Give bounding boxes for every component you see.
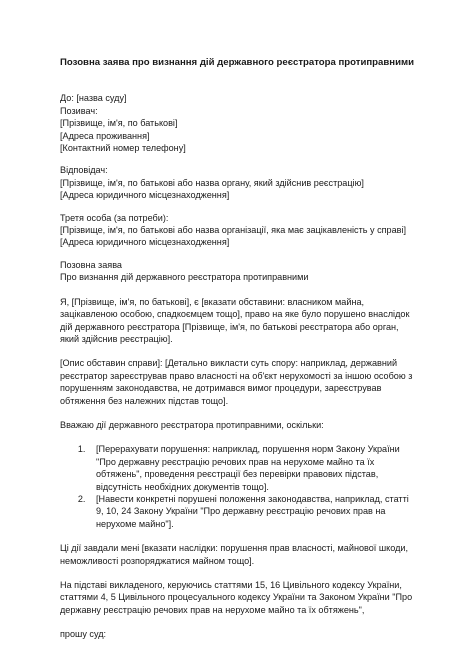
defendant-label: Відповідач: [60, 165, 108, 176]
damage-paragraph: Ці дії завдали мені [вказати наслідки: порушення прав власності, майнової шкоди, неможливості розпоряджатися майном тощо]. [60, 543, 409, 566]
third-party-block [60, 212, 414, 249]
defendant-name: [Прізвище, ім'я, по батькові або назва органу, який здійснив реєстрацію] [60, 177, 364, 188]
claim-subject: Про визнання дій державного реєстратора протиправними [60, 272, 309, 283]
defendant-address: [Адреса юридичного місцезнаходження] [60, 190, 230, 201]
court-line: До: [назва суду] [60, 93, 127, 104]
violations-intro: Вважаю дії державного реєстратора протиправними, оскільки: [60, 419, 324, 430]
violations-list [60, 443, 414, 530]
basis-paragraph: На підставі викладеного, керуючись статтями 15, 16 Цивільного кодексу України, статтями 4, 5 Цивільного процесуального кодексу України та Законом України "Про державну реєстрацію речових прав на нерухоме майно та їх обтяжень", [60, 580, 413, 615]
document-title: Позовна заява про визнання дій державного реєстратора протиправними [60, 57, 414, 68]
court-block [60, 92, 414, 104]
plaintiff-phone: [Контактний номер телефону] [60, 143, 186, 154]
list-item: 2. [Навести конкретні порушені положення законодавства, наприклад, статті 9, 10, 24 Закону України "Про державну реєстрацію речових прав на нерухоме майно"]. [88, 493, 414, 530]
defendant-block [60, 164, 414, 201]
list-item: 1. [Перерахувати порушення: наприклад, порушення норм Закону України "Про державну реєстрацію речових прав на нерухоме майно та їх обтяжень", проведення реєстрації без перевірки правових підстав, відсутність необхідних документів тощо]. [88, 443, 414, 493]
plaintiff-address: [Адреса проживання] [60, 130, 150, 141]
request-line: прошу суд: [60, 629, 107, 640]
plaintiff-name: [Прізвище, ім'я, по батькові] [60, 118, 178, 129]
plaintiff-label: Позивач: [60, 105, 98, 116]
claim-block [60, 259, 414, 284]
claim-heading: Позовна заява [60, 259, 122, 270]
intro-paragraph: Я, [Прізвище, ім'я, по батькові], є [вказати обставини: власником майна, зацікавленою особою, спадкоємцем тощо], право на яке було порушено внаслідок дій державного реєстратора [Прізвище, ім'я, по батькові реєстратора або орган, який здійснив реєстрацію]. [60, 296, 410, 344]
third-party-address: [Адреса юридичного місцезнаходження] [60, 237, 230, 248]
third-party-label: Третя особа (за потреби): [60, 212, 169, 223]
circumstances-paragraph: [Опис обставин справи]: [Детально викласти суть спору: наприклад, державний реєстратор зареєстрував право власності на об'єкт нерухомості за іншою особою з порушенням законодавства, не дотримався вимог процедури, зареєстрував обтяження без належних підстав тощо]. [60, 358, 413, 406]
plaintiff-block [60, 105, 414, 155]
third-party-name: [Прізвище, ім'я, по батькові або назва організації, яка має зацікавленість у справі] [60, 225, 407, 236]
